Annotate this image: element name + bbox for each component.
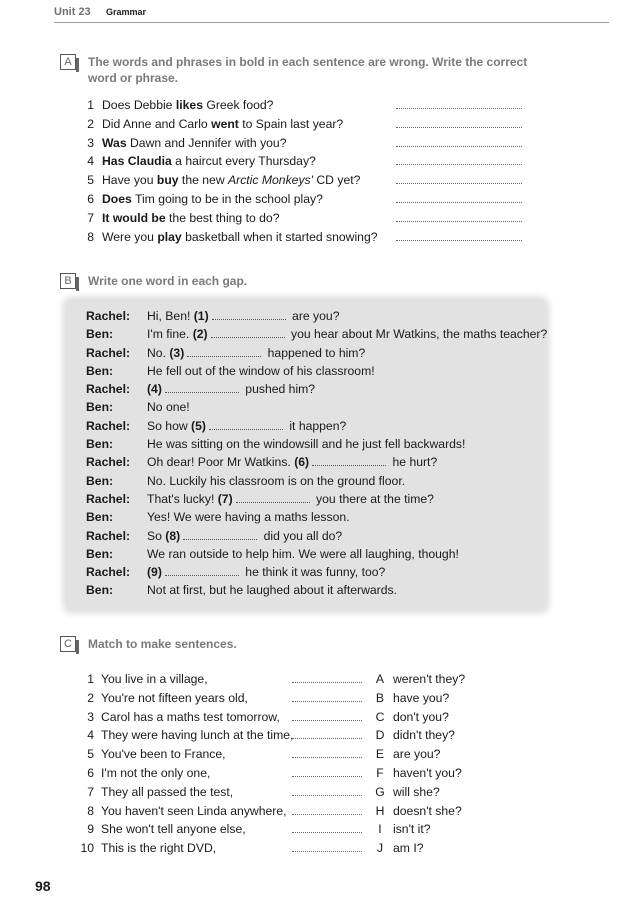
line-text: He fell out of the window of his classroom! — [147, 363, 375, 378]
speaker: Ben: — [86, 437, 114, 452]
question-text: Does Tim going to be in the school play? — [102, 191, 323, 206]
gap-field[interactable] — [209, 419, 283, 430]
question-text: Has Claudia a haircut every Thursday? — [102, 154, 316, 169]
sentence-start: You haven't seen Linda anywhere, — [101, 803, 287, 818]
section-c-list — [78, 670, 548, 858]
match-number: 7 — [87, 784, 94, 799]
dialogue — [86, 307, 556, 600]
answer-line[interactable] — [396, 127, 522, 128]
match-number: 1 — [87, 672, 94, 686]
match-number: 4 — [87, 728, 94, 743]
page-number: 98 — [35, 878, 51, 894]
question-row — [82, 209, 542, 228]
line-text: No. Luckily his classroom is on the ground floor. — [147, 473, 406, 488]
question-tag: weren't they? — [393, 672, 466, 686]
sentence-start: Carol has a maths test tomorrow, — [101, 709, 280, 724]
gap-field[interactable] — [165, 382, 239, 393]
tag-letter: G — [375, 784, 385, 799]
question-tag: didn't they? — [393, 728, 455, 743]
question-number: 8 — [87, 229, 94, 244]
tag-letter: F — [376, 765, 384, 780]
question-text: Did Anne and Carlo went to Spain last year? — [102, 116, 344, 131]
speaker: Rachel: — [86, 309, 131, 323]
answer-line[interactable] — [396, 146, 522, 147]
question-number: 7 — [87, 210, 94, 225]
speaker: Ben: — [86, 327, 114, 342]
dialogue-line — [86, 490, 556, 508]
line-text: So (8) did you all do? — [147, 528, 343, 543]
line-text: Yes! We were having a maths lesson. — [147, 510, 350, 525]
line-text: No. (3) happened to him? — [147, 345, 366, 360]
speaker: Ben: — [86, 583, 114, 598]
question-row — [82, 96, 542, 115]
tag-letter: D — [375, 728, 385, 743]
dialogue-line — [86, 563, 556, 581]
question-row — [82, 171, 542, 190]
question-tag: am I? — [393, 841, 424, 856]
answer-line[interactable] — [396, 240, 522, 241]
dialogue-line — [86, 362, 556, 380]
match-row — [78, 820, 548, 839]
question-text: Was Dawn and Jennifer with you? — [102, 135, 287, 150]
speaker: Rachel: — [86, 565, 131, 580]
section-a-instruction-line2: word or phrase. — [88, 71, 179, 85]
line-text: Hi, Ben! (1) are you? — [147, 309, 340, 323]
speaker: Ben: — [86, 546, 114, 561]
answer-line[interactable] — [396, 202, 522, 203]
question-tag: are you? — [393, 747, 441, 762]
answer-line[interactable] — [396, 108, 522, 109]
match-number: 8 — [87, 803, 94, 818]
match-row — [78, 802, 548, 821]
question-row — [82, 228, 542, 247]
question-tag: have you? — [393, 690, 450, 705]
line-text: So how (5) it happen? — [147, 418, 347, 433]
match-number: 2 — [87, 690, 94, 705]
question-number: 1 — [87, 98, 94, 112]
gap-field[interactable] — [212, 309, 286, 320]
tag-letter: J — [376, 841, 384, 856]
match-number: 10 — [80, 841, 94, 856]
tag-letter: A — [375, 672, 385, 686]
unit-label: Unit 23 — [54, 6, 91, 18]
question-text: It would be the best thing to do? — [102, 210, 280, 225]
match-row — [78, 783, 548, 802]
answer-line[interactable] — [292, 757, 362, 758]
question-tag: doesn't she? — [393, 803, 462, 818]
sentence-start: You live in a village, — [101, 672, 208, 686]
answer-line[interactable] — [396, 221, 522, 222]
sentence-start: She won't tell anyone else, — [101, 822, 246, 837]
question-row — [82, 152, 542, 171]
section-a-list — [82, 96, 542, 246]
question-tag: will she? — [393, 784, 440, 799]
question-tag: haven't you? — [393, 765, 462, 780]
section-b-badge: B — [60, 273, 76, 289]
section-a-instruction — [88, 54, 527, 86]
question-text: Have you buy the new Arctic Monkeys' CD yet? — [102, 173, 361, 188]
question-number: 3 — [87, 135, 94, 150]
sentence-start: You've been to France, — [101, 747, 226, 762]
line-text: That's lucky! (7) you there at the time? — [147, 491, 434, 506]
speaker: Rachel: — [86, 345, 131, 360]
line-text: We ran outside to help him. We were all laughing, though! — [147, 546, 459, 561]
line-text: Oh dear! Poor Mr Watkins. (6) he hurt? — [147, 455, 438, 470]
question-row — [82, 190, 542, 209]
dialogue-line — [86, 398, 556, 416]
sentence-start: I'm not the only one, — [101, 765, 211, 780]
tag-letter: B — [375, 690, 385, 705]
match-row — [78, 839, 548, 858]
line-text: I'm fine. (2) you hear about Mr Watkins, the maths teacher? — [147, 327, 548, 342]
dialogue-line — [86, 307, 556, 325]
question-text: Does Debbie likes Greek food? — [102, 98, 274, 112]
speaker: Ben: — [86, 400, 114, 415]
question-row — [82, 134, 542, 153]
answer-line[interactable] — [292, 814, 362, 815]
question-number: 6 — [87, 191, 94, 206]
question-number: 2 — [87, 116, 94, 131]
gap-field[interactable] — [183, 529, 257, 540]
answer-line[interactable] — [292, 720, 362, 721]
speaker: Rachel: — [86, 418, 131, 433]
question-number: 4 — [87, 154, 94, 169]
match-row — [78, 726, 548, 745]
match-row — [78, 670, 548, 689]
answer-line[interactable] — [292, 795, 362, 796]
dialogue-line — [86, 545, 556, 563]
tag-letter: E — [375, 747, 385, 762]
dialogue-line — [86, 435, 556, 453]
dialogue-line — [86, 508, 556, 526]
tag-letter: C — [375, 709, 385, 724]
match-row — [78, 764, 548, 783]
dialogue-line — [86, 325, 556, 343]
section-a-badge: A — [60, 54, 76, 70]
speaker: Ben: — [86, 473, 114, 488]
match-row — [78, 745, 548, 764]
gap-field[interactable] — [165, 565, 239, 576]
question-text: Were you play basketball when it started snowing? — [102, 229, 378, 244]
line-text: Not at first, but he laughed about it afterwards. — [147, 583, 397, 598]
line-text: (4) pushed him? — [147, 382, 316, 397]
answer-line[interactable] — [292, 682, 362, 683]
match-number: 5 — [87, 747, 94, 762]
dialogue-line — [86, 453, 556, 471]
answer-line[interactable] — [396, 164, 522, 165]
section-label: Grammar — [106, 7, 147, 17]
section-c-instruction: Match to make sentences. — [88, 637, 237, 651]
answer-line[interactable] — [292, 738, 362, 739]
speaker: Rachel: — [86, 528, 131, 543]
gap-field[interactable] — [236, 492, 310, 503]
dialogue-line — [86, 472, 556, 490]
question-number: 5 — [87, 173, 94, 188]
sentence-start: This is the right DVD, — [101, 841, 217, 856]
section-a-instruction-line1: The words and phrases in bold in each sentence are wrong. Write the correct — [88, 55, 528, 69]
match-row — [78, 708, 548, 727]
dialogue-line — [86, 527, 556, 545]
sentence-start: You're not fifteen years old, — [101, 690, 248, 705]
answer-line[interactable] — [396, 183, 522, 184]
answer-line[interactable] — [292, 851, 362, 852]
answer-line[interactable] — [292, 776, 362, 777]
page-header — [54, 6, 609, 23]
section-c-badge: C — [60, 636, 76, 652]
dialogue-line — [86, 344, 556, 362]
gap-field[interactable] — [312, 455, 386, 466]
sentence-start: They were having lunch at the time, — [101, 728, 294, 743]
speaker: Rachel: — [86, 382, 131, 397]
gap-field[interactable] — [211, 327, 285, 338]
dialogue-line — [86, 417, 556, 435]
speaker: Ben: — [86, 510, 114, 525]
sentence-start: They all passed the test, — [101, 784, 234, 799]
question-tag: isn't it? — [393, 822, 431, 837]
speaker: Rachel: — [86, 491, 131, 506]
section-b-instruction: Write one word in each gap. — [88, 274, 248, 288]
match-row — [78, 689, 548, 708]
tag-letter: H — [375, 803, 385, 818]
question-row — [82, 115, 542, 134]
match-number: 6 — [87, 765, 94, 780]
tag-letter: I — [378, 822, 382, 837]
line-text: (9) he think it was funny, too? — [147, 565, 386, 580]
line-text: He was sitting on the windowsill and he just fell backwards! — [147, 437, 466, 452]
dialogue-line — [86, 380, 556, 398]
match-number: 3 — [87, 709, 94, 724]
line-text: No one! — [147, 400, 190, 415]
gap-field[interactable] — [187, 346, 261, 357]
speaker: Rachel: — [86, 455, 131, 470]
answer-line[interactable] — [292, 701, 362, 702]
dialogue-line — [86, 581, 556, 599]
question-tag: don't you? — [393, 709, 449, 724]
answer-line[interactable] — [292, 832, 362, 833]
speaker: Ben: — [86, 363, 114, 378]
match-number: 9 — [87, 822, 94, 837]
